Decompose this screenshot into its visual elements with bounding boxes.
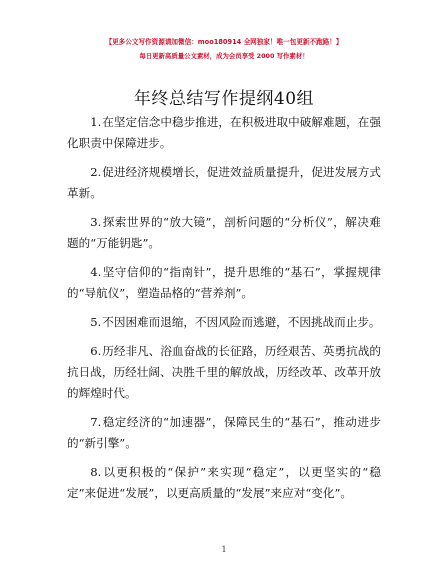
item-text: 稳定经济的“加速器”，保障民生的“基石”，推动进步的“新引擎”。 (67, 415, 381, 450)
outline-item-8 (67, 462, 381, 504)
outline-item-2 (67, 162, 381, 204)
document-title: 年终总结写作提纲40组 (133, 89, 315, 109)
item-text: 不因困难而退缩，不因风险而逃避，不因挑战而止步。 (102, 315, 381, 329)
item-text: 坚守信仰的“指南针”，提升思维的“基石”，掌握规律的“导航仪”，塑造品格的“营养剂”。 (67, 265, 381, 300)
promo-banner-line-1: 【更多公文写作资源请加微信：moo180914 全网独家！唯一包更新不跑路！】 (105, 38, 343, 46)
item-number: 1. (90, 115, 102, 129)
item-number: 2. (90, 165, 102, 179)
item-text: 以更积极的“保护”来实现“稳定”，以更坚实的“稳定”来促进“发展”，以更高质量的“发展”来应对“变化”。 (67, 465, 381, 500)
item-text: 历经非凡、浴血奋战的长征路，历经艰苦、英勇抗战的抗日战，历经壮阔、决胜千里的解放战，历经改革、改革开放的辉煌时代。 (67, 344, 381, 400)
outline-item-3 (67, 212, 381, 254)
item-number: 3. (90, 215, 102, 229)
outline-item-6 (67, 341, 381, 404)
page-number: 1 (221, 545, 227, 554)
promo-banner-line-2: 每日更新高质量公文素材，成为会员享受 2000 写作素材！ (139, 52, 309, 60)
item-number: 8. (90, 465, 102, 479)
item-number: 5. (90, 315, 102, 329)
item-text: 在坚定信念中稳步推进，在积极进取中破解难题，在强化职责中保障进步。 (67, 115, 381, 150)
item-number: 7. (90, 415, 102, 429)
outline-item-4 (67, 262, 381, 304)
outline-item-5 (67, 312, 381, 333)
item-number: 4. (90, 265, 102, 279)
outline-list (67, 112, 381, 512)
outline-item-7 (67, 412, 381, 454)
item-text: 探索世界的“放大镜”，剖析问题的“分析仪”，解决难题的“万能钥匙”。 (67, 215, 381, 250)
item-text: 促进经济规模增长，促进效益质量提升，促进发展方式革新。 (67, 165, 381, 200)
item-number: 6. (90, 344, 102, 358)
outline-item-1 (67, 112, 381, 154)
